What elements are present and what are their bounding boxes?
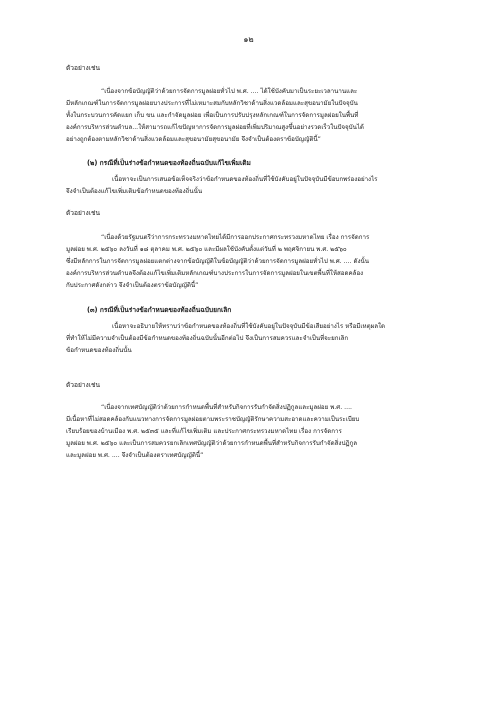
paragraph-line: เนื้อหาจะเป็นการเสนอข้อเท็จจริงว่าข้อกำหนดของท้องถิ่นที่ใช้บังคับอยู่ในปัจจุบันมีข้อบกพร่องอย่างไร (112, 176, 378, 183)
example-label: ตัวอย่างเช่น (66, 209, 100, 217)
paragraph-line: อย่างถูกต้องตามหลักวิชาด้านสิ่งแวดล้อมและสุขอนามัยสุขอนามัย จึงจำเป็นต้องตราข้อบัญญัตินี้” (66, 136, 321, 143)
paragraph-line: “เนื่องด้วยรัฐมนตรีว่าการกระทรวงมหาดไทยได้มีการออกประกาศกระทรวงมหาดไทย เรื่อง การจัดการ (101, 234, 370, 241)
paragraph-line: องค์การบริหารส่วนตำบลจึงต้องแก้ไขเพิ่มเติมหลักเกณฑ์บางประการในการจัดการมูลฝอยในเขตพื้นที่ให้สอดคล้อง (66, 270, 364, 277)
example-label: ตัวอย่างเช่น (66, 64, 100, 72)
paragraph-line: จึงจำเป็นต้องแก้ไขเพิ่มเติมข้อกำหนดของท้องถิ่นนั้น (66, 188, 203, 195)
section-heading: (๒) กรณีที่เป็นร่างข้อกำหนดของท้องถิ่นฉบับแก้ไขเพิ่มเติม (87, 159, 251, 167)
section-heading: (๓) กรณีที่เป็นร่างข้อกำหนดของท้องถิ่นฉบับยกเลิก (87, 306, 232, 314)
example-label: ตัวอย่างเช่น (66, 381, 100, 389)
paragraph-line: ทั้งในกระบวนการคัดแยก เก็บ ขน และกำจัดมูลฝอย เพื่อเป็นการปรับปรุงหลักเกณฑ์ในการจัดการมูลฝอยในพื้นที่ (66, 112, 359, 119)
paragraph-line: ข้อกำหนดของท้องถิ่นนั้น (66, 347, 132, 354)
paragraph-line: องค์การบริหารส่วนตำบล...ให้สามารถแก้ไขปัญหาการจัดการมูลฝอยที่เพิ่มปริมาณสูงขึ้นอย่างรวดเร็วในปัจจุบันได้ (66, 124, 364, 131)
paragraph-line: มูลฝอย พ.ศ. ๒๕๖๐ และเป็นการสมควรยกเลิกเทศบัญญัติว่าด้วยการกำหนดพื้นที่สำหรับกิจการรับกำจัดสิ่งปฏิกูล (66, 440, 358, 447)
paragraph-line: มีหลักเกณฑ์ในการจัดการมูลฝอยบางประการที่ไม่เหมาะสมกับหลักวิชาด้านสิ่งแวดล้อมและสุขอนามัยในปัจจุบัน (66, 100, 358, 107)
paragraph-line: มีเนื้อหาที่ไม่สอดคล้องกับแนวทางการจัดการมูลฝอยตามพระราชบัญญัติรักษาความสะอาดและความเป็นระเบียบ (66, 416, 360, 423)
paragraph-line: เรียบร้อยของบ้านเมือง พ.ศ. ๒๕๓๕ และที่แก้ไขเพิ่มเติม และประกาศกระทรวงมหาดไทย เรื่อง การจัดการ (66, 428, 342, 435)
paragraph-line: “เนื่องจากข้อบัญญัติว่าด้วยการจัดการมูลฝอยทั่วไป พ.ศ. .... ได้ใช้บังคับมาเป็นระยะเวลานานและ (101, 88, 358, 95)
paragraph-line: ซึ่งมีหลักการในการจัดการมูลฝอยแตกต่างจากข้อบัญญัติในข้อบัญญัติว่าด้วยการจัดการมูลฝอยทั่วไป พ.ศ. .... ดังนั้น (66, 258, 369, 265)
paragraph-line: และมูลฝอย พ.ศ. .... จึงจำเป็นต้องตราเทศบัญญัตินี้” (66, 452, 204, 459)
paragraph-line: กับประกาศดังกล่าว จึงจำเป็นต้องตราข้อบัญญัตินี้” (66, 282, 199, 289)
paragraph-line: ที่ทำให้ไม่มีความจำเป็นต้องมีข้อกำหนดของท้องถิ่นฉบับนั้นอีกต่อไป จึงเป็นการสมควรและจำเป็นที่จะยกเลิก (66, 335, 349, 342)
paragraph-line: มูลฝอย พ.ศ. ๒๕๖๐ ลงวันที่ ๑๘ ตุลาคม พ.ศ. ๒๕๖๐ และมีผลใช้บังคับตั้งแต่วันที่ ๒ พฤศจิกายน พ.ศ. ๒๕๖๐ (66, 246, 347, 253)
paragraph-line: “เนื่องจากเทศบัญญัติว่าด้วยการกำหนดพื้นที่สำหรับกิจการรับกำจัดสิ่งปฏิกูลและมูลฝอย พ.ศ. .... (101, 404, 353, 411)
page-number: ๑๒ (243, 35, 254, 44)
paragraph-line: เนื้อหาจะอธิบายให้ทราบว่าข้อกำหนดของท้องถิ่นที่ใช้บังคับอยู่ในปัจจุบันมีข้อเสียอย่างไร หรือมีเหตุผลใด (112, 323, 386, 330)
